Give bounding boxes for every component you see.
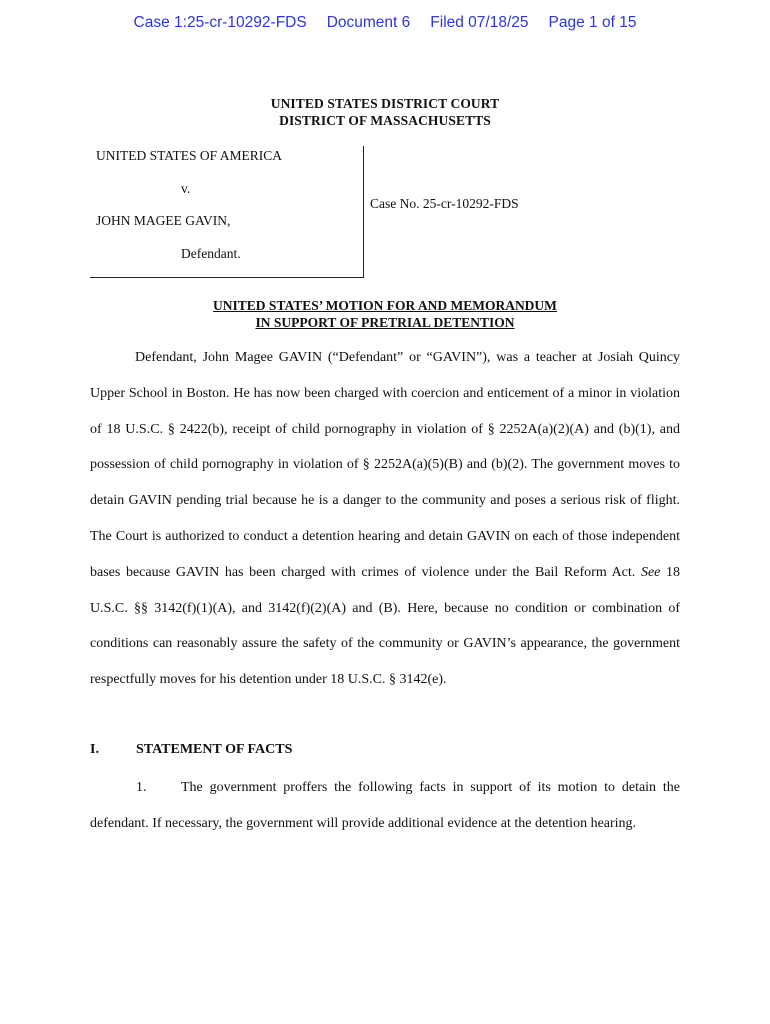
caption-versus: v. [181, 181, 191, 196]
ecf-page-number: Page 1 of 15 [548, 14, 637, 31]
facts-paragraph-text: The government proffers the following facts in support of its motion to detain the defendant. If necessary, the government will provide additional evidence at the detention hearing. [90, 780, 680, 831]
motion-title [0, 297, 770, 331]
ecf-case-number: Case 1:25-cr-10292-FDS [133, 14, 307, 31]
motion-title-line2: IN SUPPORT OF PRETRIAL DETENTION [255, 315, 515, 330]
paragraph-number: 1. [136, 780, 147, 795]
caption-case-number: Case No. 25-cr-10292-FDS [370, 196, 519, 211]
ecf-filed-date: Filed 07/18/25 [430, 14, 529, 31]
section-number: I. [90, 742, 99, 757]
caption-defendant-name: JOHN MAGEE GAVIN, [96, 213, 231, 228]
court-name: UNITED STATES DISTRICT COURT [270, 96, 500, 111]
caption-defendant-role: Defendant. [181, 246, 241, 261]
ecf-filing-header [0, 14, 770, 32]
motion-title-line1: UNITED STATES’ MOTION FOR AND MEMORANDUM [213, 298, 557, 313]
intro-text-part2: 18 U.S.C. §§ 3142(f)(1)(A), and 3142(f)(2)(A) and (B). Here, because no condition or combination of conditions can reasonably assure the safety of the community or GAVIN’s appearance, the government respectfully moves for his detention under 18 U.S.C. § 3142(e). [90, 564, 681, 688]
caption-plaintiff: UNITED STATES OF AMERICA [96, 148, 283, 163]
intro-see-signal: See [640, 564, 661, 580]
section-title: STATEMENT OF FACTS [136, 742, 293, 757]
intro-text-part1: Defendant, John Magee GAVIN (“Defendant” or “GAVIN”), was a teacher at Josiah Quincy Upper School in Boston. He has now been charged with coercion and enticement of a minor in violation of 18 U.S.C. § 2422(b), receipt of child pornography in violation of § 2252A(a)(2)(A) and (b)(1), and possession of child pornography in violation of § 2252A(a)(5)(B) and (b)(2). The government moves to detain GAVIN pending trial because he is a danger to the community and poses a serious risk of flight. The Court is authorized to conduct a detention hearing and detain GAVIN on each of those independent bases because GAVIN has been charged with crimes of violence under the Bail Reform Act. [90, 350, 680, 580]
case-caption-box [90, 146, 364, 278]
court-heading [0, 95, 770, 129]
introduction-paragraph [90, 340, 680, 698]
facts-paragraph-1 [90, 770, 680, 842]
section-heading-facts [90, 742, 292, 758]
ecf-document-number: Document 6 [326, 14, 411, 31]
court-district: DISTRICT OF MASSACHUSETTS [279, 113, 491, 128]
